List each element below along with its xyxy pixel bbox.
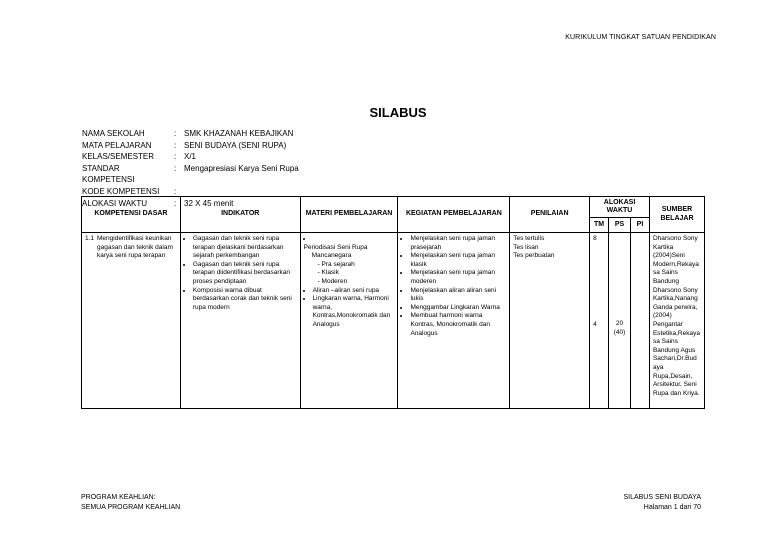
ps-value: (40): [613, 328, 626, 336]
header-alokasi: ALOKASI WAKTU: [590, 197, 650, 218]
footer-right: [623, 493, 701, 512]
list-item: • Menggambar Lingkaran Warna: [410, 304, 506, 313]
list-item: • Membuat harmoni warna Kontras, Monokromatik dan Analogus: [410, 312, 506, 338]
header-ps: PS: [609, 218, 631, 233]
cell-sumber: Dharsono Sony Kartika (2004)Seni Modern,Rekaya sa Sains Bandung Dharsono Sony Kartika,Nanang Ganda perwira, (2004) Pengantar Estetika,Rekaya sa Sains Bandung Agus Sachari,Dr.Bud aya Rupa,Desain, Arsitektur, Seni Rupa dan Kriya.: [649, 233, 704, 409]
header-kompetensi: KOMPETENSI DASAR: [82, 197, 181, 233]
header-tm: TM: [590, 218, 609, 233]
materi-line: Periodisasi Seni Rupa: [303, 243, 368, 251]
cell-kegiatan: [398, 233, 510, 409]
tm-value: 4: [593, 320, 597, 328]
materi-line: - Pra sejarah: [317, 260, 355, 268]
info-value: SMK KHAZANAH KEBAJIKAN: [184, 129, 294, 138]
info-label: KODE KOMPETENSI: [82, 186, 160, 196]
document-header: KURIKULUM TINGKAT SATUAN PENDIDIKAN: [565, 34, 716, 41]
tm-value: 8: [593, 235, 597, 242]
materi-line: - Klasik: [317, 269, 339, 277]
header-penilaian: PENILAIAN: [510, 197, 590, 233]
info-label: ALOKASI WAKTU: [82, 198, 148, 208]
kd-number: 1.1: [85, 235, 95, 242]
list-item: • Menjelaskan seni rupa jaman prasejarah: [410, 235, 506, 252]
cell-pi: [631, 233, 650, 409]
cell-tm: [590, 233, 609, 409]
header-materi: MATERI PEMBELAJARAN: [300, 197, 398, 233]
footer-page-number: Halaman 1 dari 70: [643, 503, 701, 511]
list-item: • Menjelaskan seni rupa jaman moderen: [410, 269, 506, 286]
info-separator: :: [174, 186, 177, 196]
info-label: MATA PELAJARAN: [82, 140, 152, 150]
info-value: SENI BUDAYA (SENI RUPA): [184, 140, 287, 150]
info-label: KELAS/SEMESTER: [82, 152, 155, 162]
list-item: • Lingkaran warna, Harmoni warna, Kontras,Monokromatik dan Analogus: [313, 295, 395, 329]
penilaian-item: Tes lisan: [513, 243, 539, 251]
list-item: • Gagasan dan teknik seni rupa terapan djelaskani berdasarkan sejarah perkembangan: [193, 235, 297, 261]
info-value: Mengapresiasi Karya Seni Rupa: [184, 163, 299, 173]
info-separator: :: [174, 140, 177, 150]
kd-text: Mengidentifikasi keunikan gagasan dan teknik dalam karya seni rupa terapan: [97, 235, 173, 260]
cell-indikator: [180, 233, 300, 409]
header-sumber: SUMBER BELAJAR: [649, 197, 704, 233]
syllabus-table: [81, 196, 705, 409]
footer-program-label: PROGRAM KEAHLIAN:: [81, 494, 156, 501]
info-value: X/1: [184, 152, 197, 162]
table-row: [82, 233, 705, 409]
list-item: • Menjelaskan aliran aliran seni lukis: [410, 287, 506, 304]
footer-left: [81, 493, 180, 512]
list-item: • Menjelaskan seni rupa jaman klasik: [410, 252, 506, 269]
list-item: • Gagasan dan teknik seni rupa terapan diidentifikasi berdasarkan proses pendiptaan: [193, 261, 297, 287]
materi-line: - Moderen: [317, 277, 348, 285]
info-separator: :: [174, 152, 177, 162]
info-separator: :: [174, 129, 177, 138]
info-value: 32 X 45 menit: [184, 198, 234, 208]
materi-line: Mancanegara: [311, 252, 352, 260]
list-item: • Aliran –aliran seni rupa: [313, 287, 395, 296]
cell-penilaian: [510, 233, 590, 409]
header-indikator: INDIKATOR: [180, 197, 300, 233]
info-row-school: [82, 128, 299, 140]
footer-program-value: SEMUA PROGRAM KEAHLIAN: [81, 503, 181, 511]
info-row-subject: [82, 140, 299, 152]
list-item: • Komposisi warna dibuat berdasarkan corak dan teknik seni rupa modern: [193, 287, 297, 313]
info-separator: :: [174, 163, 177, 173]
list-item: [313, 235, 395, 244]
penilaian-item: Tes perbuatan: [513, 252, 555, 260]
header-pi: PI: [631, 218, 650, 233]
footer-doc-title: SILABUS SENI BUDAYA: [623, 494, 701, 501]
cell-materi: [300, 233, 398, 409]
cell-ps: [609, 233, 631, 409]
cell-kompetensi: [82, 233, 181, 409]
info-row-standard: [82, 163, 299, 186]
penilaian-item: Tes tertulis: [513, 235, 545, 242]
info-row-class: [82, 151, 299, 163]
page-title: SILABUS: [369, 105, 427, 120]
info-label: NAMA SEKOLAH: [82, 129, 145, 138]
ps-value: 20: [615, 320, 624, 327]
info-separator: :: [174, 198, 177, 208]
header-kegiatan: KEGIATAN PEMBELAJARAN: [398, 197, 510, 233]
info-label: STANDAR KOMPETENSI: [82, 163, 135, 185]
